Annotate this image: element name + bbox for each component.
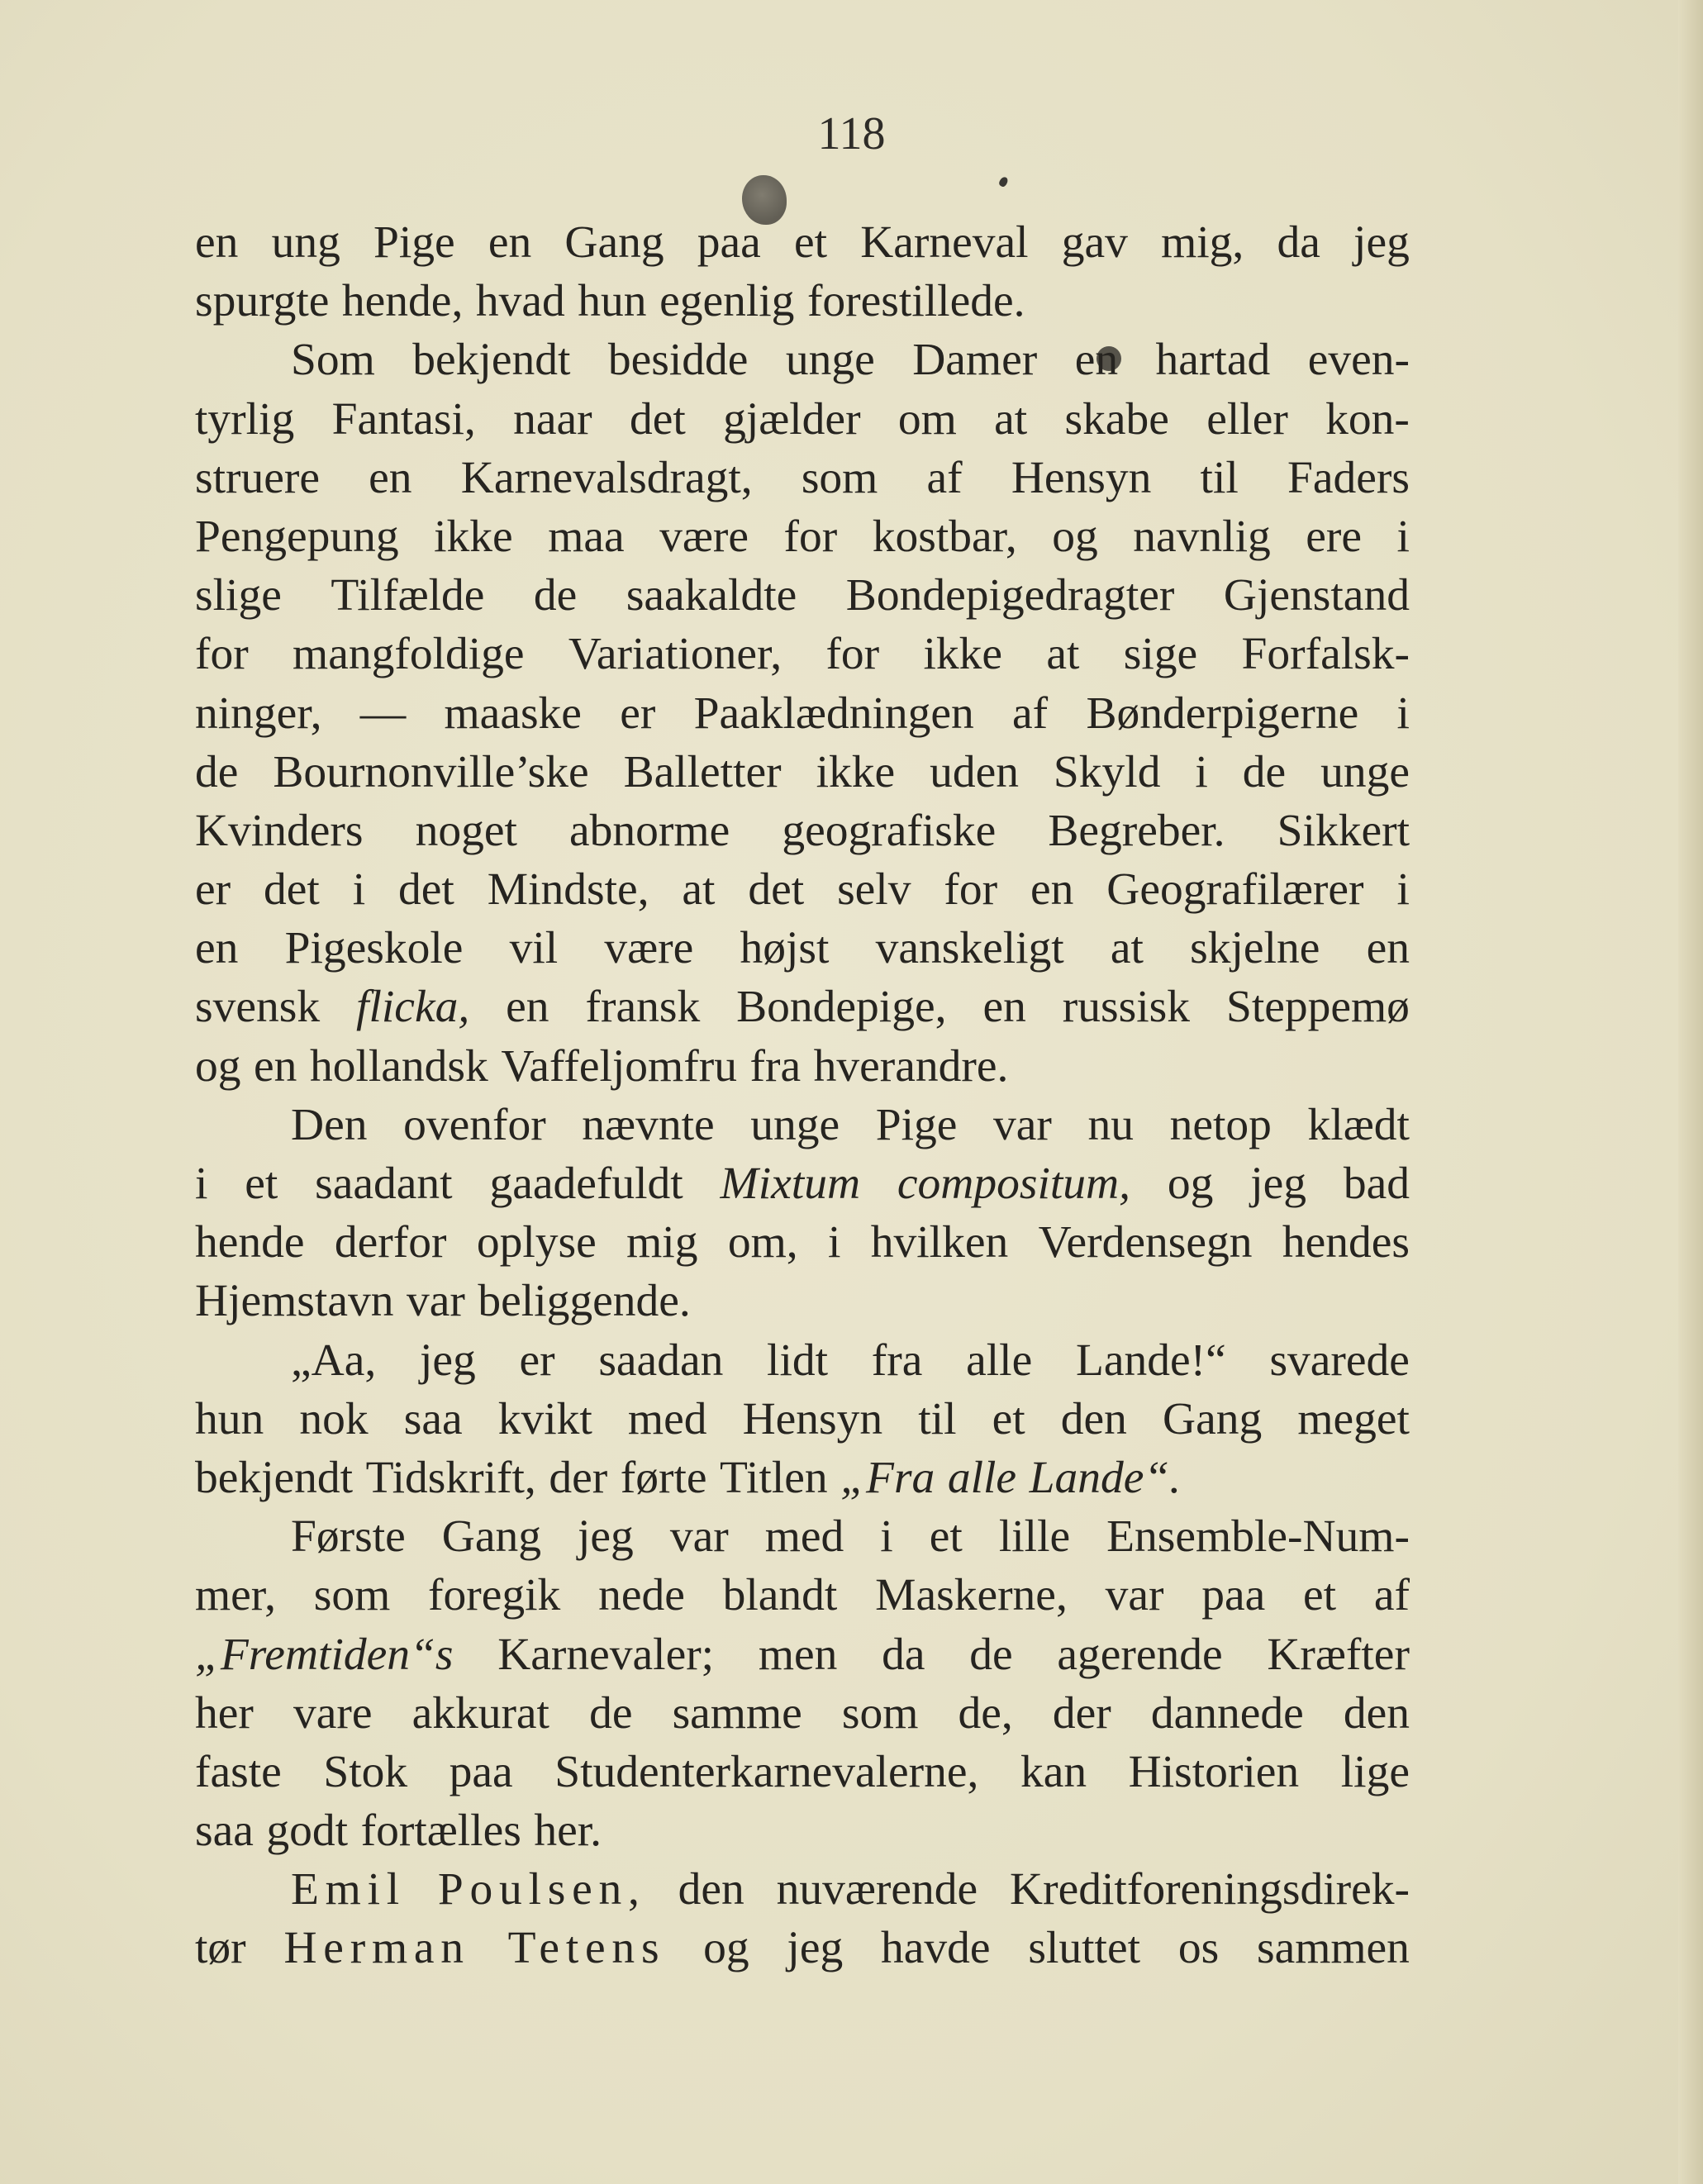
word: at <box>994 393 1028 445</box>
word: at <box>1046 629 1080 680</box>
word: i <box>880 1511 893 1563</box>
word: et <box>992 1393 1025 1444</box>
word: en <box>195 217 239 268</box>
word: Maskerne, <box>875 1570 1068 1621</box>
word: paa <box>1201 1570 1266 1621</box>
word: navnlig <box>1133 511 1271 562</box>
word: Sikkert <box>1277 805 1410 856</box>
word: et <box>245 1159 278 1209</box>
word: de <box>533 570 578 621</box>
word: forestillede. <box>806 276 1025 327</box>
text-line <box>195 1801 1410 1860</box>
word: bad <box>1343 1159 1410 1209</box>
word: abnorme <box>569 805 730 856</box>
word: Stok <box>323 1746 408 1797</box>
word: unge <box>785 335 875 386</box>
text-line <box>195 1154 1410 1213</box>
word: Bournonville’ske <box>273 746 589 797</box>
word: her. <box>534 1806 602 1857</box>
word: det <box>629 393 686 445</box>
word: var <box>993 1099 1052 1150</box>
word: en <box>195 923 239 974</box>
word: her <box>195 1687 254 1739</box>
word: sammen <box>1256 1923 1410 1974</box>
word: mig, <box>1161 217 1244 268</box>
word: Titlen <box>720 1452 828 1503</box>
word: Hensyn <box>742 1393 883 1444</box>
word: Faders <box>1287 452 1410 503</box>
word: ikke <box>816 746 896 797</box>
word: jeg <box>419 1335 476 1386</box>
word: jeg <box>578 1511 634 1563</box>
word: de <box>969 1629 1013 1680</box>
word: i <box>1396 864 1410 916</box>
word: det <box>264 864 320 916</box>
word: Pige <box>373 217 455 268</box>
word: naar <box>513 393 592 445</box>
word: som <box>841 1687 919 1739</box>
word: hun <box>578 276 647 327</box>
word: flicka, <box>356 982 470 1033</box>
word: der <box>1052 1687 1111 1739</box>
word: Gjenstand <box>1223 570 1410 621</box>
word: akkurat <box>411 1687 549 1739</box>
word: kan <box>1020 1746 1087 1797</box>
word: geografiske <box>782 805 997 856</box>
word: svensk <box>195 982 321 1033</box>
word: Ensemble-Num- <box>1106 1511 1410 1563</box>
word: ninger, <box>195 688 322 739</box>
text-line <box>195 449 1410 507</box>
word: vare <box>293 1687 373 1739</box>
page-edge <box>1678 0 1703 2184</box>
word: en <box>506 982 549 1033</box>
word: de <box>589 1687 633 1739</box>
word: med <box>764 1511 844 1563</box>
word: paa <box>449 1746 513 1797</box>
word: Tilfælde <box>331 570 485 621</box>
word: de <box>1242 746 1287 797</box>
word: en <box>1366 923 1410 974</box>
word: om, <box>727 1217 798 1268</box>
word: saadant <box>315 1159 453 1209</box>
word: som <box>801 452 878 503</box>
page-number: 118 <box>817 108 886 159</box>
word: Poulsen, <box>437 1864 646 1915</box>
word: fortælles <box>360 1806 521 1857</box>
word: Første <box>291 1511 406 1563</box>
text-line <box>195 1566 1410 1625</box>
word: beliggende. <box>478 1276 691 1327</box>
word: gaadefuldt <box>489 1159 683 1209</box>
word: blandt <box>722 1570 838 1621</box>
word: for <box>825 629 880 680</box>
word: derfor <box>334 1217 447 1268</box>
word: Paaklædningen <box>693 688 974 739</box>
word: Emil <box>291 1864 406 1915</box>
text-line <box>195 272 1410 331</box>
word: de, <box>958 1687 1013 1739</box>
word: i <box>1195 746 1208 797</box>
word: være <box>659 511 749 562</box>
word: maa <box>548 511 625 562</box>
word: netop <box>1169 1099 1272 1150</box>
ink-mark <box>998 176 1010 188</box>
word: agerende <box>1057 1629 1223 1680</box>
word: alle <box>966 1335 1033 1386</box>
word: Bondepige, <box>736 982 947 1033</box>
word: af <box>926 452 963 503</box>
word: af <box>1373 1570 1410 1621</box>
word: mig <box>626 1217 698 1268</box>
word: Lande“. <box>1029 1452 1182 1503</box>
word: Balletter <box>623 746 782 797</box>
word: hendes <box>1282 1217 1410 1268</box>
word: alle <box>947 1452 1017 1503</box>
word: i <box>1396 511 1410 562</box>
word: Verdensegn <box>1038 1217 1253 1268</box>
word: unge <box>1320 746 1410 797</box>
word: hvad <box>475 276 565 327</box>
word: Skyld <box>1053 746 1161 797</box>
word: i <box>195 1159 208 1209</box>
word: en <box>982 982 1026 1033</box>
word: Pigeskole <box>284 923 464 974</box>
word: havde <box>881 1923 991 1974</box>
text-line <box>195 1213 1410 1272</box>
word: et <box>929 1511 963 1563</box>
word: Karneval <box>860 217 1029 268</box>
text-line <box>195 331 1410 389</box>
text-line <box>195 684 1410 743</box>
word: Lande!“ <box>1075 1335 1226 1386</box>
text-line <box>195 1625 1410 1684</box>
word: eller <box>1206 393 1288 445</box>
word: hartad <box>1155 335 1271 386</box>
body-text <box>195 213 1410 1978</box>
word: Damer <box>912 335 1038 386</box>
word: gav <box>1061 217 1128 268</box>
word: da <box>1277 217 1320 268</box>
word: Tetens <box>507 1923 666 1974</box>
word: Mixtum <box>720 1159 861 1209</box>
word: er <box>620 688 656 739</box>
word: spurgte <box>195 276 330 327</box>
text-line <box>195 1390 1410 1449</box>
word: i <box>352 864 366 916</box>
word: Pengepung <box>195 511 399 562</box>
word: for <box>783 511 838 562</box>
word: til <box>918 1393 957 1444</box>
word: oplyse <box>476 1217 597 1268</box>
word: og <box>195 1040 241 1092</box>
word: skjelne <box>1190 923 1320 974</box>
word: foregik <box>428 1570 561 1621</box>
text-line <box>195 1743 1410 1801</box>
text-line <box>195 1037 1410 1096</box>
word: tør <box>195 1923 246 1974</box>
word: for <box>195 629 249 680</box>
word: bekjendt <box>195 1452 354 1503</box>
text-line <box>195 978 1410 1036</box>
word: ikke <box>923 629 1003 680</box>
word: det <box>748 864 805 916</box>
word: svarede <box>1269 1335 1410 1386</box>
word: førte <box>620 1452 707 1503</box>
word: „Fra <box>840 1452 935 1503</box>
word: at <box>1110 923 1144 974</box>
word: da <box>882 1629 925 1680</box>
word: at <box>682 864 716 916</box>
word: sige <box>1123 629 1198 680</box>
word: saakaldte <box>626 570 797 621</box>
word: ovenfor <box>403 1099 546 1150</box>
word: en <box>254 1040 297 1092</box>
word: var <box>669 1511 729 1563</box>
word: Variationer, <box>568 629 783 680</box>
text-line <box>195 860 1410 919</box>
word: vil <box>509 923 559 974</box>
word: slige <box>195 570 282 621</box>
text-line <box>195 1272 1410 1330</box>
text-line <box>195 1449 1410 1507</box>
word: og <box>703 1923 749 1974</box>
text-line <box>195 390 1410 449</box>
word: lille <box>998 1511 1071 1563</box>
text-line <box>195 802 1410 860</box>
word: egenlig <box>659 276 795 327</box>
word: kvikt <box>497 1393 592 1444</box>
word: nævnte <box>582 1099 715 1150</box>
word: russisk <box>1062 982 1190 1033</box>
word: even- <box>1307 335 1410 386</box>
word: for <box>944 864 998 916</box>
word: Historien <box>1128 1746 1300 1797</box>
word: hun <box>195 1393 264 1444</box>
word: Vaffeljomfru <box>501 1040 737 1092</box>
word: dannede <box>1150 1687 1304 1739</box>
word: kon- <box>1325 393 1410 445</box>
word: mer, <box>195 1570 276 1621</box>
word: unge <box>750 1099 840 1150</box>
word: Den <box>291 1099 368 1150</box>
word: ikke <box>434 511 513 562</box>
word: Herman <box>283 1923 470 1974</box>
word: Bønderpigerne <box>1086 688 1359 739</box>
word: uden <box>930 746 1019 797</box>
word: en <box>1074 335 1119 386</box>
word: hollandsk <box>309 1040 488 1092</box>
word: compositum, <box>897 1159 1131 1209</box>
word: en <box>1030 864 1074 916</box>
word: som <box>313 1570 391 1621</box>
word: de <box>195 746 239 797</box>
word: „Fremtiden“s <box>195 1629 454 1680</box>
text-line <box>195 743 1410 802</box>
word: bekjendt <box>412 335 571 386</box>
word: der <box>549 1452 608 1503</box>
word: det <box>398 864 454 916</box>
word: struere <box>195 452 320 503</box>
word: nuværende <box>776 1864 978 1915</box>
word: fransk <box>585 982 701 1033</box>
word: lidt <box>767 1335 829 1386</box>
word: om <box>897 393 957 445</box>
word: klædt <box>1307 1099 1410 1150</box>
word: os <box>1177 1923 1220 1974</box>
word: ung <box>271 217 340 268</box>
word: Studenterkarnevalerne, <box>554 1746 979 1797</box>
word: Kvinders <box>195 805 364 856</box>
text-line <box>195 1096 1410 1154</box>
word: nok <box>299 1393 369 1444</box>
word: Karnevalsdragt, <box>460 452 753 503</box>
word: tyrlig <box>195 393 295 445</box>
word: mangfoldige <box>293 629 525 680</box>
word: og <box>1167 1159 1214 1209</box>
word: være <box>604 923 694 974</box>
word: — <box>359 688 407 739</box>
word: hende, <box>341 276 464 327</box>
word: af <box>1012 688 1049 739</box>
word: noget <box>415 805 517 856</box>
text-line <box>195 1860 1410 1919</box>
word: og <box>1052 511 1098 562</box>
word: godt <box>266 1806 349 1857</box>
text-line <box>195 507 1410 566</box>
word: Som <box>291 335 375 386</box>
word: hvilken <box>870 1217 1009 1268</box>
word: et <box>793 217 828 268</box>
word: den <box>678 1864 744 1915</box>
word: sluttet <box>1028 1923 1141 1974</box>
word: Kræfter <box>1267 1629 1410 1680</box>
word: Geografilærer <box>1106 864 1364 916</box>
word: Begreber. <box>1048 805 1225 856</box>
word: den <box>1343 1687 1410 1739</box>
word: i <box>1396 688 1410 739</box>
text-line <box>195 1919 1410 1977</box>
word: Karnevaler; <box>497 1629 715 1680</box>
word: hverandre. <box>813 1040 1009 1092</box>
word: fra <box>871 1335 923 1386</box>
word: nu <box>1087 1099 1134 1150</box>
word: kostbar, <box>872 511 1017 562</box>
word: jeg <box>787 1923 844 1974</box>
word: saadan <box>598 1335 724 1386</box>
word: saa <box>403 1393 463 1444</box>
word: selv <box>837 864 911 916</box>
word: højst <box>740 923 830 974</box>
word: Hjemstavn <box>195 1276 394 1327</box>
word: Forfalsk- <box>1241 629 1410 680</box>
word: hende <box>195 1217 305 1268</box>
word: samme <box>672 1687 802 1739</box>
word: jeg <box>1353 217 1410 268</box>
text-line <box>195 213 1410 272</box>
word: paa <box>697 217 761 268</box>
word: skabe <box>1064 393 1169 445</box>
word: Bondepigedragter <box>845 570 1175 621</box>
word: Hensyn <box>1011 452 1152 503</box>
word: en <box>488 217 532 268</box>
text-line <box>195 625 1410 683</box>
word: var <box>407 1276 465 1327</box>
word: er <box>519 1335 555 1386</box>
word: til <box>1200 452 1239 503</box>
word: lige <box>1340 1746 1410 1797</box>
word: Mindste, <box>487 864 649 916</box>
word: Gang <box>1163 1393 1263 1444</box>
text-line <box>195 1684 1410 1743</box>
word: den <box>1060 1393 1127 1444</box>
word: Fantasi, <box>331 393 476 445</box>
text-line <box>195 566 1410 625</box>
word: Kreditforeningsdirek- <box>1010 1864 1410 1915</box>
text-line <box>195 919 1410 978</box>
word: besidde <box>607 335 749 386</box>
word: ere <box>1306 511 1363 562</box>
word: et <box>1303 1570 1337 1621</box>
word: „Aa, <box>291 1335 377 1386</box>
text-line <box>195 1331 1410 1390</box>
word: Pige <box>875 1099 958 1150</box>
word: var <box>1105 1570 1164 1621</box>
word: Tidskrift, <box>365 1452 536 1503</box>
word: med <box>627 1393 707 1444</box>
word: en <box>369 452 412 503</box>
word: er <box>195 864 231 916</box>
word: fra <box>749 1040 802 1092</box>
word: Gang <box>564 217 664 268</box>
word: saa <box>195 1806 254 1857</box>
word: jeg <box>1250 1159 1307 1209</box>
word: maaske <box>444 688 582 739</box>
word: i <box>827 1217 841 1268</box>
word: gjælder <box>723 393 861 445</box>
word: faste <box>195 1746 282 1797</box>
word: men <box>758 1629 838 1680</box>
word: meget <box>1297 1393 1410 1444</box>
word: nede <box>598 1570 685 1621</box>
word: Steppemø <box>1225 982 1410 1033</box>
text-line <box>195 1507 1410 1566</box>
word: Gang <box>441 1511 541 1563</box>
word: vanskeligt <box>875 923 1064 974</box>
